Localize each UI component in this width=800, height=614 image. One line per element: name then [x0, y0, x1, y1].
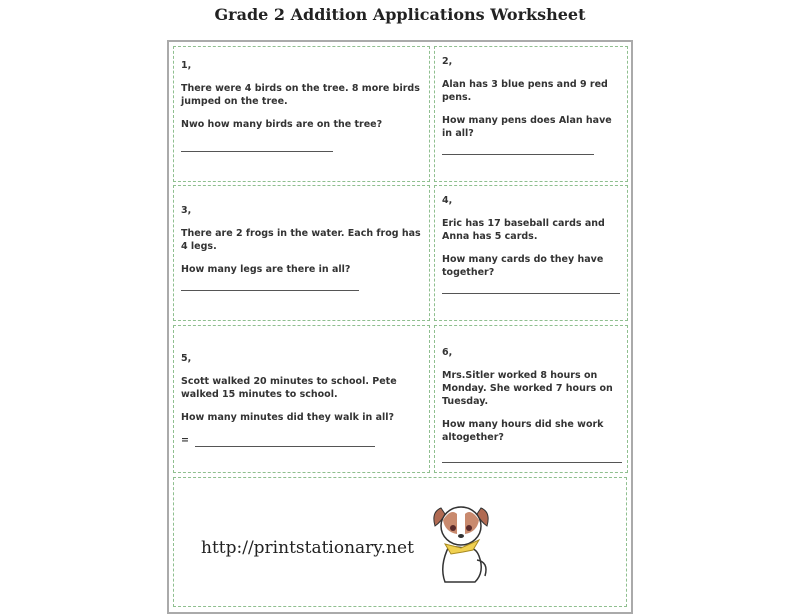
- website-url: http://printstationary.net: [201, 538, 414, 558]
- problem-text: There were 4 birds on the tree. 8 more birds jumped on the tree.: [181, 83, 420, 107]
- problem-number: 4,: [442, 195, 453, 206]
- problem-question: How many legs are there in all?: [181, 264, 351, 275]
- problem-4: [434, 185, 628, 321]
- problem-number: 5,: [181, 353, 192, 364]
- problem-text: Mrs.Sitler worked 8 hours on Monday. She worked 7 hours on Tuesday.: [442, 370, 613, 407]
- problem-text: Eric has 17 baseball cards and Anna has 5 cards.: [442, 218, 605, 242]
- answer-line[interactable]: [442, 154, 594, 155]
- problem-text: There are 2 frogs in the water. Each frog has 4 legs.: [181, 228, 421, 252]
- problem-number: 3,: [181, 205, 192, 216]
- puppy-illustration-icon: [429, 496, 493, 588]
- problem-text: Scott walked 20 minutes to school. Pete walked 15 minutes to school.: [181, 376, 397, 400]
- problem-text: Alan has 3 blue pens and 9 red pens.: [442, 79, 608, 103]
- answer-line[interactable]: [181, 151, 333, 152]
- problem-5: [173, 325, 430, 473]
- answer-line[interactable]: [442, 462, 622, 463]
- problem-2: [434, 46, 628, 182]
- problem-6: [434, 325, 628, 473]
- problem-question: How many cards do they have together?: [442, 254, 604, 278]
- equals-sign: =: [181, 435, 189, 446]
- answer-line[interactable]: [181, 290, 359, 291]
- problem-number: 6,: [442, 347, 453, 358]
- problem-number: 1,: [181, 60, 192, 71]
- page-title: Grade 2 Addition Applications Worksheet: [214, 5, 586, 24]
- problem-number: 2,: [442, 56, 453, 67]
- problem-1: [173, 46, 430, 182]
- problem-question: How many minutes did they walk in all?: [181, 412, 395, 423]
- problem-3: [173, 185, 430, 321]
- problem-question: How many hours did she work altogether?: [442, 419, 604, 443]
- answer-line[interactable]: [442, 293, 620, 294]
- problem-question: How many pens does Alan have in all?: [442, 115, 612, 139]
- problem-question: Nwo how many birds are on the tree?: [181, 119, 383, 130]
- answer-line[interactable]: [195, 446, 375, 447]
- worksheet: [167, 40, 633, 614]
- footer-panel: [173, 477, 627, 607]
